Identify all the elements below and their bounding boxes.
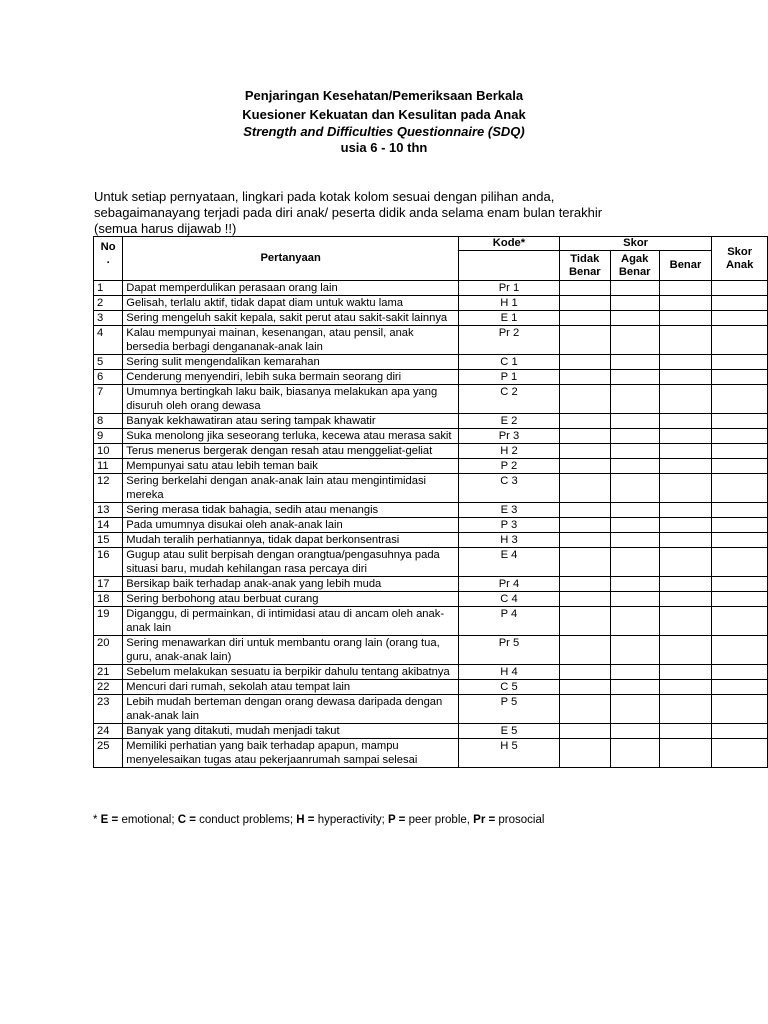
- score-cell-true[interactable]: [659, 355, 712, 370]
- questionnaire-table: [93, 236, 768, 768]
- table-row: [94, 665, 768, 680]
- legend-pr-value: prosocial: [495, 814, 545, 826]
- child-score-cell[interactable]: [712, 607, 768, 636]
- child-score-cell[interactable]: [712, 592, 768, 607]
- score-cell-not-true[interactable]: [559, 355, 610, 370]
- row-code: H 3: [459, 533, 560, 548]
- row-question: Pada umumnya disukai oleh anak-anak lain: [123, 518, 459, 533]
- row-number: 11: [94, 459, 123, 474]
- score-cell-true[interactable]: [659, 695, 712, 724]
- row-number: 19: [94, 607, 123, 636]
- child-score-cell[interactable]: [712, 695, 768, 724]
- row-code: H 2: [459, 444, 560, 459]
- legend-e-key: E =: [100, 814, 119, 826]
- row-number: 14: [94, 518, 123, 533]
- questionnaire-rows: [94, 281, 768, 768]
- child-score-cell[interactable]: [712, 414, 768, 429]
- row-code: C 3: [459, 474, 560, 503]
- score-cell-true[interactable]: [659, 592, 712, 607]
- score-cell-somewhat-true[interactable]: [610, 385, 659, 414]
- score-cell-not-true[interactable]: [559, 459, 610, 474]
- legend-star: *: [93, 814, 101, 826]
- row-code: E 4: [459, 548, 560, 577]
- legend-c-value: conduct problems;: [195, 814, 297, 826]
- score-cell-not-true[interactable]: [559, 607, 610, 636]
- col-code-subheader: [459, 251, 560, 281]
- row-code: E 1: [459, 311, 560, 326]
- score-cell-not-true[interactable]: [559, 326, 610, 355]
- score-cell-true[interactable]: [659, 577, 712, 592]
- table-row: [94, 548, 768, 577]
- score-cell-not-true[interactable]: [559, 739, 610, 768]
- score-cell-somewhat-true[interactable]: [610, 636, 659, 665]
- row-question: Dapat memperdulikan perasaan orang lain: [123, 281, 459, 296]
- score-cell-not-true[interactable]: [559, 503, 610, 518]
- score-cell-not-true[interactable]: [559, 636, 610, 665]
- score-cell-true[interactable]: [659, 385, 712, 414]
- instructions: [94, 189, 754, 237]
- table-row: [94, 370, 768, 385]
- score-cell-true[interactable]: [659, 503, 712, 518]
- score-cell-true[interactable]: [659, 326, 712, 355]
- score-cell-somewhat-true[interactable]: [610, 311, 659, 326]
- table-row: [94, 355, 768, 370]
- score-cell-true[interactable]: [659, 474, 712, 503]
- table-row: [94, 724, 768, 739]
- row-question: Kalau mempunyai mainan, kesenangan, atau pensil, anak bersedia berbagi dengananak-anak lain: [123, 326, 459, 355]
- score-cell-somewhat-true[interactable]: [610, 680, 659, 695]
- row-code: P 2: [459, 459, 560, 474]
- table-row: [94, 592, 768, 607]
- row-question: Sebelum melakukan sesuatu ia berpikir dahulu tentang akibatnya: [123, 665, 459, 680]
- score-cell-somewhat-true[interactable]: [610, 739, 659, 768]
- row-code: P 4: [459, 607, 560, 636]
- score-cell-not-true[interactable]: [559, 592, 610, 607]
- score-cell-somewhat-true[interactable]: [610, 592, 659, 607]
- score-cell-somewhat-true[interactable]: [610, 459, 659, 474]
- row-code: P 3: [459, 518, 560, 533]
- score-cell-true[interactable]: [659, 518, 712, 533]
- row-question: Gugup atau sulit berpisah dengan orangtua/pengasuhnya pada situasi baru, mudah kehilangan rasa percaya diri: [123, 548, 459, 577]
- row-number: 22: [94, 680, 123, 695]
- child-score-cell[interactable]: [712, 311, 768, 326]
- row-code: Pr 2: [459, 326, 560, 355]
- child-score-cell[interactable]: [712, 518, 768, 533]
- child-score-cell[interactable]: [712, 636, 768, 665]
- row-code: Pr 1: [459, 281, 560, 296]
- child-score-cell[interactable]: [712, 724, 768, 739]
- score-cell-somewhat-true[interactable]: [610, 503, 659, 518]
- row-number: 24: [94, 724, 123, 739]
- row-question: Memiliki perhatian yang baik terhadap apapun, mampu menyelesaikan tugas atau pekerjaanrumah sampai selesai: [123, 739, 459, 768]
- score-cell-somewhat-true[interactable]: [610, 548, 659, 577]
- row-question: Sering mengeluh sakit kepala, sakit perut atau sakit-sakit lainnya: [123, 311, 459, 326]
- header-title: Penjaringan Kesehatan/Pemeriksaan Berkala: [244, 88, 524, 103]
- score-cell-not-true[interactable]: [559, 724, 610, 739]
- col-question-header: Pertanyaan: [123, 237, 459, 281]
- table-row: [94, 474, 768, 503]
- row-number: 10: [94, 444, 123, 459]
- instructions-line-3: (semua harus dijawab !!): [94, 221, 237, 236]
- score-cell-not-true[interactable]: [559, 370, 610, 385]
- table-row: [94, 636, 768, 665]
- score-cell-not-true[interactable]: [559, 577, 610, 592]
- row-number: 20: [94, 636, 123, 665]
- row-number: 1: [94, 281, 123, 296]
- col-not-true-header: Tidak Benar: [559, 251, 610, 281]
- child-score-cell[interactable]: [712, 503, 768, 518]
- score-cell-true[interactable]: [659, 636, 712, 665]
- table-row: [94, 429, 768, 444]
- score-cell-true[interactable]: [659, 724, 712, 739]
- score-cell-true[interactable]: [659, 429, 712, 444]
- child-score-cell[interactable]: [712, 296, 768, 311]
- child-score-cell[interactable]: [712, 739, 768, 768]
- row-question: Bersikap baik terhadap anak-anak yang lebih muda: [123, 577, 459, 592]
- row-number: 23: [94, 695, 123, 724]
- score-cell-somewhat-true[interactable]: [610, 695, 659, 724]
- row-question: Sering sulit mengendalikan kemarahan: [123, 355, 459, 370]
- row-number: 5: [94, 355, 123, 370]
- score-cell-true[interactable]: [659, 548, 712, 577]
- row-code: Pr 5: [459, 636, 560, 665]
- child-score-cell[interactable]: [712, 281, 768, 296]
- score-cell-somewhat-true[interactable]: [610, 533, 659, 548]
- row-number: 21: [94, 665, 123, 680]
- instructions-line-1: Untuk setiap pernyataan, lingkari pada kotak kolom sesuai dengan pilihan anda,: [94, 189, 555, 204]
- score-cell-not-true[interactable]: [559, 444, 610, 459]
- table-row: [94, 680, 768, 695]
- row-code: C 5: [459, 680, 560, 695]
- score-cell-not-true[interactable]: [559, 548, 610, 577]
- header-english-title: Strength and Difficulties Questionnaire (SDQ): [243, 124, 525, 139]
- score-cell-somewhat-true[interactable]: [610, 414, 659, 429]
- score-cell-true[interactable]: [659, 665, 712, 680]
- score-cell-not-true[interactable]: [559, 680, 610, 695]
- table-row: [94, 296, 768, 311]
- table-row: [94, 281, 768, 296]
- row-question: Sering menawarkan diri untuk membantu orang lain (orang tua, guru, anak-anak lain): [123, 636, 459, 665]
- score-cell-somewhat-true[interactable]: [610, 577, 659, 592]
- score-cell-somewhat-true[interactable]: [610, 281, 659, 296]
- score-cell-true[interactable]: [659, 444, 712, 459]
- table-row: [94, 414, 768, 429]
- score-cell-true[interactable]: [659, 414, 712, 429]
- row-question: Suka menolong jika seseorang terluka, kecewa atau merasa sakit: [123, 429, 459, 444]
- row-number: 6: [94, 370, 123, 385]
- table-row: [94, 607, 768, 636]
- score-cell-somewhat-true[interactable]: [610, 607, 659, 636]
- row-code: P 1: [459, 370, 560, 385]
- score-cell-not-true[interactable]: [559, 281, 610, 296]
- row-code: H 4: [459, 665, 560, 680]
- child-score-cell[interactable]: [712, 370, 768, 385]
- header-row-1: [94, 237, 768, 251]
- row-question: Mudah teralih perhatiannya, tidak dapat berkonsentrasi: [123, 533, 459, 548]
- child-score-cell[interactable]: [712, 355, 768, 370]
- score-cell-not-true[interactable]: [559, 311, 610, 326]
- row-code: C 4: [459, 592, 560, 607]
- row-question: Diganggu, di permainkan, di intimidasi atau di ancam oleh anak-anak lain: [123, 607, 459, 636]
- score-cell-true[interactable]: [659, 311, 712, 326]
- score-cell-somewhat-true[interactable]: [610, 665, 659, 680]
- score-cell-not-true[interactable]: [559, 429, 610, 444]
- row-number: 9: [94, 429, 123, 444]
- row-code: Pr 4: [459, 577, 560, 592]
- child-score-cell[interactable]: [712, 429, 768, 444]
- row-code: E 3: [459, 503, 560, 518]
- row-number: 2: [94, 296, 123, 311]
- legend-p-key: P =: [388, 814, 406, 826]
- child-score-cell[interactable]: [712, 444, 768, 459]
- table-row: [94, 739, 768, 768]
- col-somewhat-true-header: Agak Benar: [610, 251, 659, 281]
- row-question: Sering merasa tidak bahagia, sedih atau menangis: [123, 503, 459, 518]
- score-cell-not-true[interactable]: [559, 385, 610, 414]
- row-code: C 1: [459, 355, 560, 370]
- col-no-header: [94, 237, 123, 281]
- header-age-range: usia 6 - 10 thn: [340, 140, 428, 155]
- score-cell-not-true[interactable]: [559, 474, 610, 503]
- row-code: C 2: [459, 385, 560, 414]
- table-row: [94, 385, 768, 414]
- code-legend: [93, 813, 544, 827]
- row-number: 18: [94, 592, 123, 607]
- row-question: Umumnya bertingkah laku baik, biasanya melakukan apa yang disuruh oleh orang dewasa: [123, 385, 459, 414]
- child-score-cell[interactable]: [712, 459, 768, 474]
- row-question: Banyak kekhawatiran atau sering tampak khawatir: [123, 414, 459, 429]
- score-cell-true[interactable]: [659, 680, 712, 695]
- score-cell-somewhat-true[interactable]: [610, 474, 659, 503]
- score-cell-true[interactable]: [659, 370, 712, 385]
- row-question: Mencuri dari rumah, sekolah atau tempat lain: [123, 680, 459, 695]
- row-question: Mempunyai satu atau lebih teman baik: [123, 459, 459, 474]
- score-cell-not-true[interactable]: [559, 665, 610, 680]
- score-cell-somewhat-true[interactable]: [610, 724, 659, 739]
- score-cell-true[interactable]: [659, 533, 712, 548]
- score-cell-not-true[interactable]: [559, 518, 610, 533]
- col-code-header: Kode*: [459, 237, 560, 251]
- table-row: [94, 533, 768, 548]
- child-score-cell[interactable]: [712, 577, 768, 592]
- row-code: P 5: [459, 695, 560, 724]
- document-header: [0, 86, 768, 156]
- score-cell-somewhat-true[interactable]: [610, 296, 659, 311]
- row-code: H 5: [459, 739, 560, 768]
- score-cell-somewhat-true[interactable]: [610, 370, 659, 385]
- child-score-cell[interactable]: [712, 548, 768, 577]
- table-row: [94, 518, 768, 533]
- table-row: [94, 503, 768, 518]
- legend-h-value: hyperactivity;: [314, 814, 389, 826]
- child-score-cell[interactable]: [712, 680, 768, 695]
- row-code: Pr 3: [459, 429, 560, 444]
- row-number: 15: [94, 533, 123, 548]
- row-question: Lebih mudah berteman dengan orang dewasa daripada dengan anak-anak lain: [123, 695, 459, 724]
- child-score-cell[interactable]: [712, 665, 768, 680]
- child-score-cell[interactable]: [712, 533, 768, 548]
- score-cell-true[interactable]: [659, 281, 712, 296]
- child-score-cell[interactable]: [712, 474, 768, 503]
- score-cell-not-true[interactable]: [559, 695, 610, 724]
- child-score-cell[interactable]: [712, 385, 768, 414]
- score-cell-somewhat-true[interactable]: [610, 518, 659, 533]
- row-number: 4: [94, 326, 123, 355]
- score-cell-not-true[interactable]: [559, 533, 610, 548]
- row-number: 7: [94, 385, 123, 414]
- col-score-header: Skor: [559, 237, 711, 251]
- score-cell-somewhat-true[interactable]: [610, 429, 659, 444]
- legend-p-value: peer proble,: [405, 814, 474, 826]
- table-row: [94, 577, 768, 592]
- row-question: Cenderung menyendiri, lebih suka bermain seorang diri: [123, 370, 459, 385]
- score-cell-somewhat-true[interactable]: [610, 326, 659, 355]
- row-question: Terus menerus bergerak dengan resah atau menggeliat-geliat: [123, 444, 459, 459]
- row-number: 8: [94, 414, 123, 429]
- row-code: E 5: [459, 724, 560, 739]
- score-cell-true[interactable]: [659, 739, 712, 768]
- score-cell-not-true[interactable]: [559, 296, 610, 311]
- score-cell-not-true[interactable]: [559, 414, 610, 429]
- col-no-dot: .: [106, 254, 110, 266]
- row-question: Sering berkelahi dengan anak-anak lain atau mengintimidasi mereka: [123, 474, 459, 503]
- legend-h-key: H =: [296, 814, 315, 826]
- legend-e-value: emotional;: [118, 814, 178, 826]
- score-cell-true[interactable]: [659, 607, 712, 636]
- row-number: 16: [94, 548, 123, 577]
- score-cell-somewhat-true[interactable]: [610, 355, 659, 370]
- legend-c-key: C =: [177, 814, 196, 826]
- row-number: 25: [94, 739, 123, 768]
- col-true-header: Benar: [659, 251, 712, 281]
- table-row: [94, 459, 768, 474]
- table-row: [94, 326, 768, 355]
- row-code: E 2: [459, 414, 560, 429]
- col-child-score-header: Skor Anak: [712, 237, 768, 281]
- table-row: [94, 311, 768, 326]
- score-cell-somewhat-true[interactable]: [610, 444, 659, 459]
- legend-pr-key: Pr =: [473, 814, 496, 826]
- row-number: 12: [94, 474, 123, 503]
- row-question: Banyak yang ditakuti, mudah menjadi takut: [123, 724, 459, 739]
- row-number: 3: [94, 311, 123, 326]
- score-cell-true[interactable]: [659, 296, 712, 311]
- row-number: 13: [94, 503, 123, 518]
- row-question: Gelisah, terlalu aktif, tidak dapat diam untuk waktu lama: [123, 296, 459, 311]
- table-row: [94, 444, 768, 459]
- header-subtitle: Kuesioner Kekuatan dan Kesulitan pada Anak: [242, 107, 526, 122]
- score-cell-true[interactable]: [659, 459, 712, 474]
- row-code: H 1: [459, 296, 560, 311]
- table-row: [94, 695, 768, 724]
- child-score-cell[interactable]: [712, 326, 768, 355]
- instructions-line-2: sebagaimanayang terjadi pada diri anak/ peserta didik anda selama enam bulan terakhir: [94, 205, 603, 220]
- col-no-label: No: [100, 241, 116, 253]
- row-question: Sering berbohong atau berbuat curang: [123, 592, 459, 607]
- row-number: 17: [94, 577, 123, 592]
